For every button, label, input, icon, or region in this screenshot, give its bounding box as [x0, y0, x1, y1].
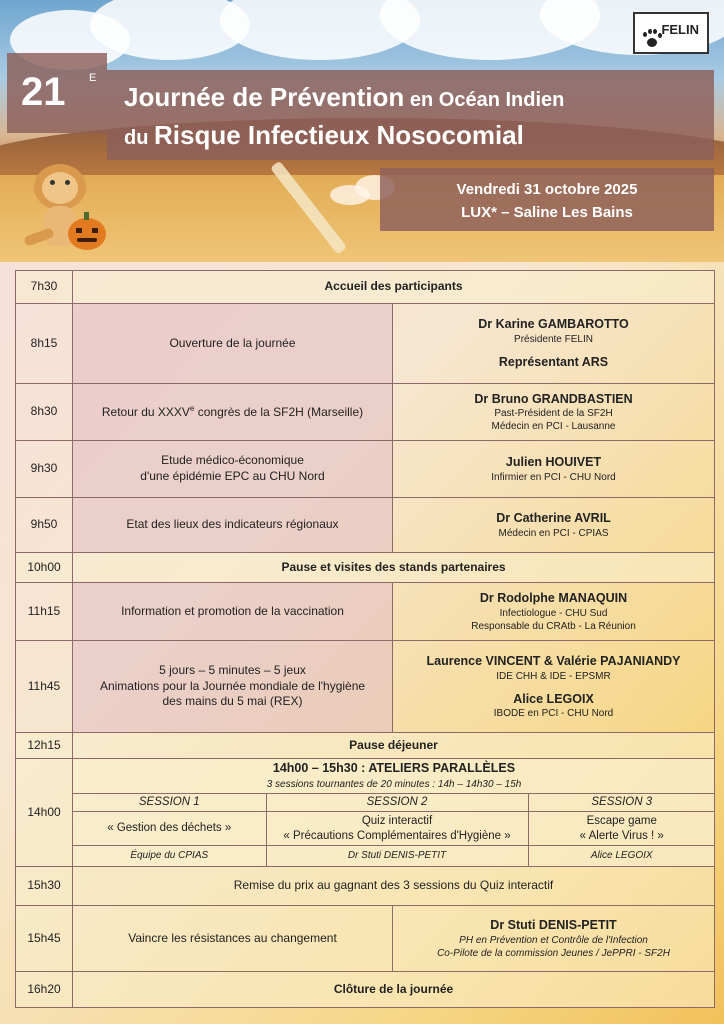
felin-logo — [633, 12, 709, 54]
speaker-role: IDE CHH & IDE - EPSMR — [496, 670, 611, 682]
session-label: Clôture de la journée — [73, 972, 715, 1008]
session-1-speaker: Équipe du CPIAS — [73, 846, 266, 866]
speaker-role: Infectiologue - CHU Sud — [499, 607, 608, 619]
session-3-header: SESSION 3 — [528, 794, 715, 812]
session-3-speaker: Alice LEGOIX — [528, 846, 715, 866]
time-cell: 11h45 — [16, 641, 73, 733]
topic-cell: Information et promotion de la vaccination — [73, 583, 393, 641]
table-row — [16, 583, 715, 641]
speaker-name: Dr Catherine AVRIL — [496, 511, 611, 526]
table-row — [16, 441, 715, 498]
workshops-title: 14h00 – 15h30 : ATELIERS PARALLÈLES — [272, 761, 516, 776]
table-row — [16, 271, 715, 304]
speaker-role: Médecin en PCI - Lausanne — [491, 421, 616, 433]
table-row — [16, 733, 715, 759]
session-2-speaker: Dr Stuti DENIS-PETIT — [266, 846, 528, 866]
programme-table — [15, 270, 715, 1008]
date-box — [380, 168, 714, 231]
speaker-role: PH en Prévention et Contrôle de l'Infection — [459, 934, 648, 946]
title-sub-2: du — [124, 127, 154, 149]
topic-cell: Vaincre les résistances au changement — [73, 906, 393, 972]
time-cell: 16h20 — [16, 972, 73, 1008]
speaker-cell — [393, 498, 715, 553]
session-2-topic: Quiz interactif « Précautions Complémentaires d'Hygiène » — [266, 812, 528, 846]
session-3-topic: Escape game « Alerte Virus ! » — [528, 812, 715, 846]
workshops-header — [73, 759, 715, 793]
speaker-cell — [393, 384, 715, 441]
time-cell: 8h30 — [16, 384, 73, 441]
table-row — [16, 906, 715, 972]
time-cell: 8h15 — [16, 304, 73, 384]
event-date: Vendredi 31 octobre 2025 — [456, 181, 638, 198]
event-venue: LUX* – Saline Les Bains — [461, 204, 633, 221]
time-cell: 7h30 — [16, 271, 73, 304]
speaker-role: Infirmier en PCI - CHU Nord — [491, 471, 616, 483]
speaker-name: Laurence VINCENT & Valérie PAJANIANDY — [426, 653, 681, 668]
session-1-topic: « Gestion des déchets » — [73, 812, 266, 846]
speaker-cell — [393, 641, 715, 733]
table-row — [16, 972, 715, 1008]
time-cell: 11h15 — [16, 583, 73, 641]
workshops-subtitle: 3 sessions tournantes de 20 minutes : 14h – 14h30 – 15h — [266, 779, 522, 791]
speaker-role: IBODE en PCI - CHU Nord — [493, 708, 614, 720]
title-main-2: Risque Infectieux Nosocomial — [154, 120, 524, 150]
speaker-name: Représentant ARS — [498, 355, 609, 369]
speaker-role: Responsable du CRAtb - La Réunion — [471, 620, 636, 632]
edition-suffix: E — [89, 72, 97, 84]
speaker-role: Présidente FELIN — [514, 334, 593, 345]
speaker-name: Dr Stuti DENIS-PETIT — [490, 918, 617, 933]
session-1-header: SESSION 1 — [73, 794, 266, 812]
title-line-2 — [124, 120, 524, 151]
table-row — [16, 759, 715, 867]
speaker-name: Alice LEGOIX — [513, 691, 594, 706]
topic-cell: Ouverture de la journée — [73, 304, 393, 384]
session-label: Pause et visites des stands partenaires — [73, 553, 715, 583]
topic-cell: Retour du XXXVe congrès de la SF2H (Marseille) — [73, 384, 393, 441]
session-2-header: SESSION 2 — [266, 794, 528, 812]
topic-cell: Etat des lieux des indicateurs régionaux — [73, 498, 393, 553]
speaker-cell — [393, 906, 715, 972]
session-label: Accueil des participants — [73, 271, 715, 304]
speaker-role: Médecin en PCI - CPIAS — [498, 527, 609, 539]
time-cell: 14h00 — [16, 759, 73, 867]
table-row — [16, 384, 715, 441]
time-cell: 15h45 — [16, 906, 73, 972]
workshops-table — [73, 759, 715, 865]
title-main-1: Journée de Prévention — [124, 82, 405, 112]
speaker-name: Dr Bruno GRANDBASTIEN — [474, 391, 633, 406]
speaker-role: Past-Président de la SF2H — [494, 408, 613, 420]
table-row — [16, 867, 715, 906]
title-sub-1: en Océan Indien — [404, 89, 565, 111]
session-label: Pause déjeuner — [73, 733, 715, 759]
time-cell: 9h30 — [16, 441, 73, 498]
time-cell: 15h30 — [16, 867, 73, 906]
time-cell: 9h50 — [16, 498, 73, 553]
time-cell: 12h15 — [16, 733, 73, 759]
table-row — [16, 304, 715, 384]
speaker-role: Co-Pilote de la commission Jeunes / JePPRI - SF2H — [437, 947, 670, 959]
table-row — [16, 553, 715, 583]
speaker-name: Julien HOUIVET — [505, 455, 602, 470]
edition-number: 21 — [21, 70, 66, 114]
title-line-1 — [124, 82, 564, 113]
speaker-name: Dr Rodolphe MANAQUIN — [479, 591, 628, 606]
speaker-name: Dr Karine GAMBAROTTO — [478, 317, 629, 332]
workshops-cell — [73, 759, 715, 867]
speaker-cell — [393, 441, 715, 498]
topic-cell: Etude médico-économique d'une épidémie EPC au CHU Nord — [73, 441, 393, 498]
topic-cell: 5 jours – 5 minutes – 5 jeux Animations pour la Journée mondiale de l'hygiène des mains du 5 mai (REX) — [73, 641, 393, 733]
time-cell: 10h00 — [16, 553, 73, 583]
table-row — [16, 498, 715, 553]
speaker-cell — [393, 304, 715, 384]
logo-text: FELIN — [661, 22, 699, 37]
session-label: Remise du prix au gagnant des 3 sessions du Quiz interactif — [73, 867, 715, 906]
speaker-cell — [393, 583, 715, 641]
table-row — [16, 641, 715, 733]
pumpkin-icon — [68, 218, 106, 250]
